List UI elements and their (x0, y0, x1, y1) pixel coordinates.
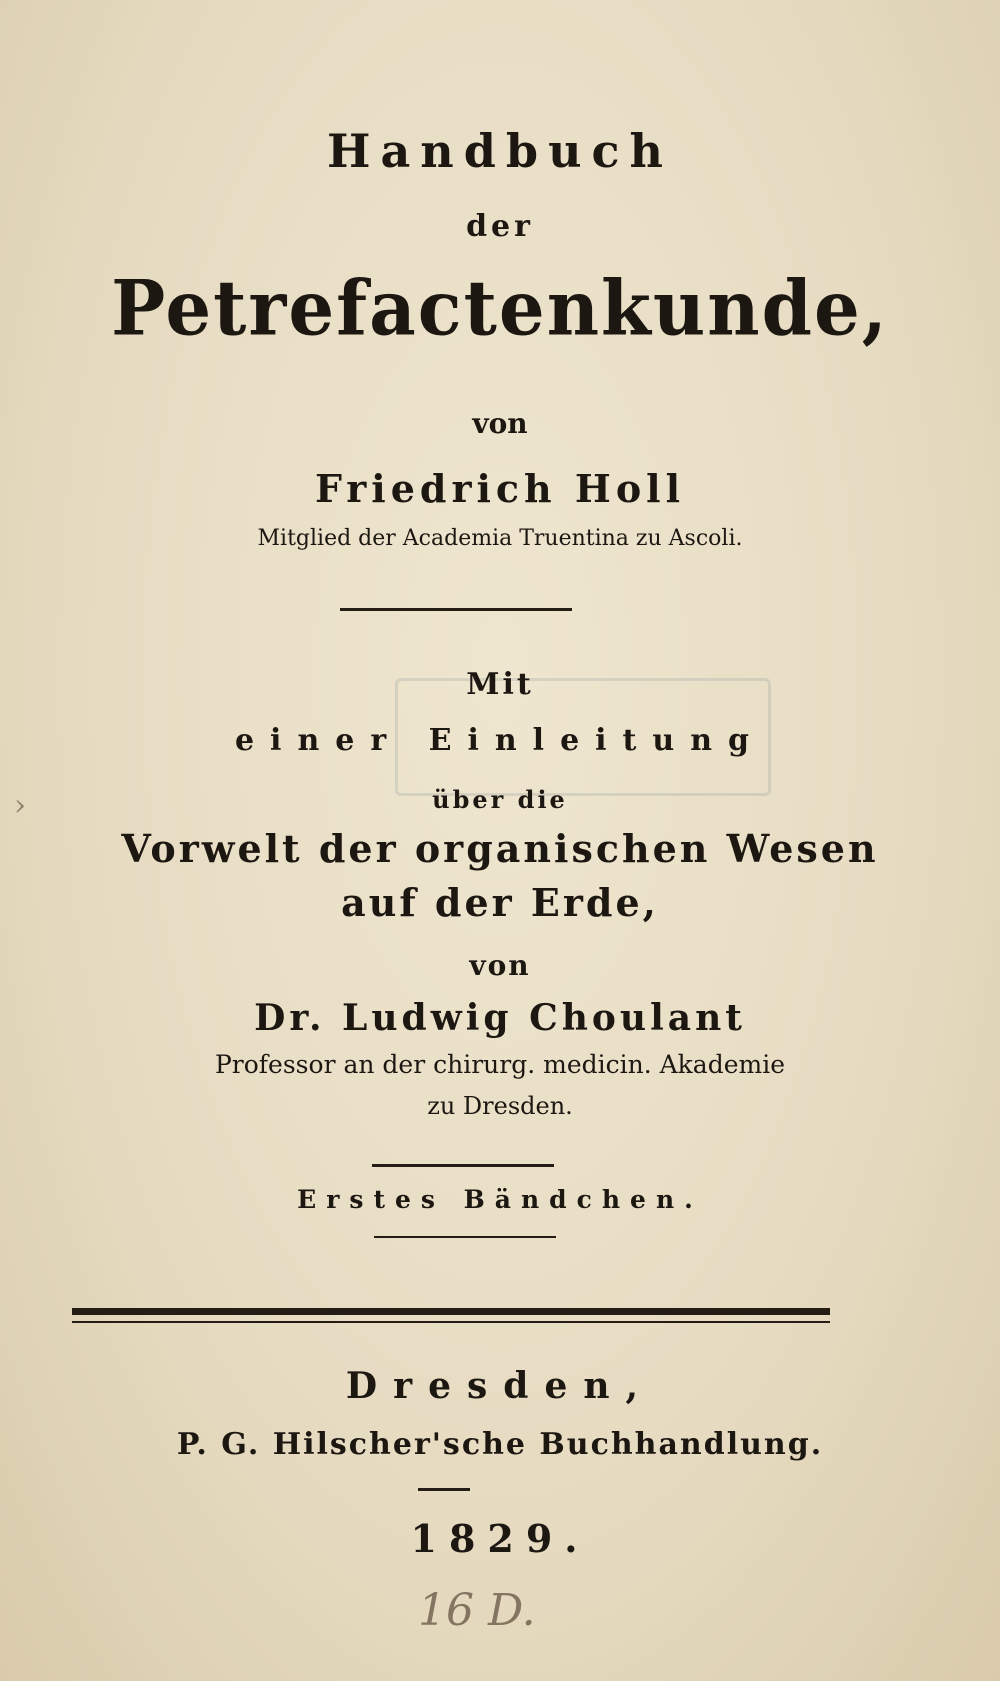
intro-author-von: von (469, 949, 531, 982)
divider-rule-3 (374, 1236, 556, 1238)
volume-label: Erstes Bändchen. (297, 1185, 703, 1214)
divider-rule-2 (372, 1164, 554, 1167)
handwritten-shelfmark: 16 D. (418, 1585, 536, 1636)
divider-rule-1 (340, 608, 572, 611)
intro-author-title-2: zu Dresden. (427, 1092, 573, 1120)
imprint-publisher: P. G. Hilscher'sche Buchhandlung. (176, 1427, 824, 1462)
subtitle-ueber-die: über die (432, 785, 568, 814)
title-line-der: der (466, 209, 534, 244)
imprint-city: Dresden, (345, 1365, 655, 1407)
subtitle-einleitung: einer Einleitung (234, 723, 766, 758)
imprint-year: 1829. (410, 1516, 590, 1561)
author-name: Friedrich Holl (314, 466, 686, 511)
subtitle-mit: Mit (466, 667, 534, 702)
subtitle-vorwelt: Vorwelt der organischen Wesen (121, 826, 879, 871)
subtitle-erde: auf der Erde, (341, 880, 659, 925)
heavy-rule (72, 1308, 830, 1315)
title-line-petrefactenkunde: Petrefactenkunde, (111, 262, 889, 353)
intro-author-title-1: Professor an der chirurg. medicin. Akademie (214, 1050, 786, 1079)
margin-mark: › (14, 788, 26, 823)
intro-author-name: Dr. Ludwig Choulant (254, 997, 746, 1039)
author-von: von (472, 407, 528, 440)
title-line-handbuch: Handbuch (327, 124, 673, 178)
divider-rule-4 (418, 1488, 470, 1491)
author-membership: Mitglied der Academia Truentina zu Ascoli. (257, 526, 743, 551)
thin-rule (72, 1321, 830, 1323)
